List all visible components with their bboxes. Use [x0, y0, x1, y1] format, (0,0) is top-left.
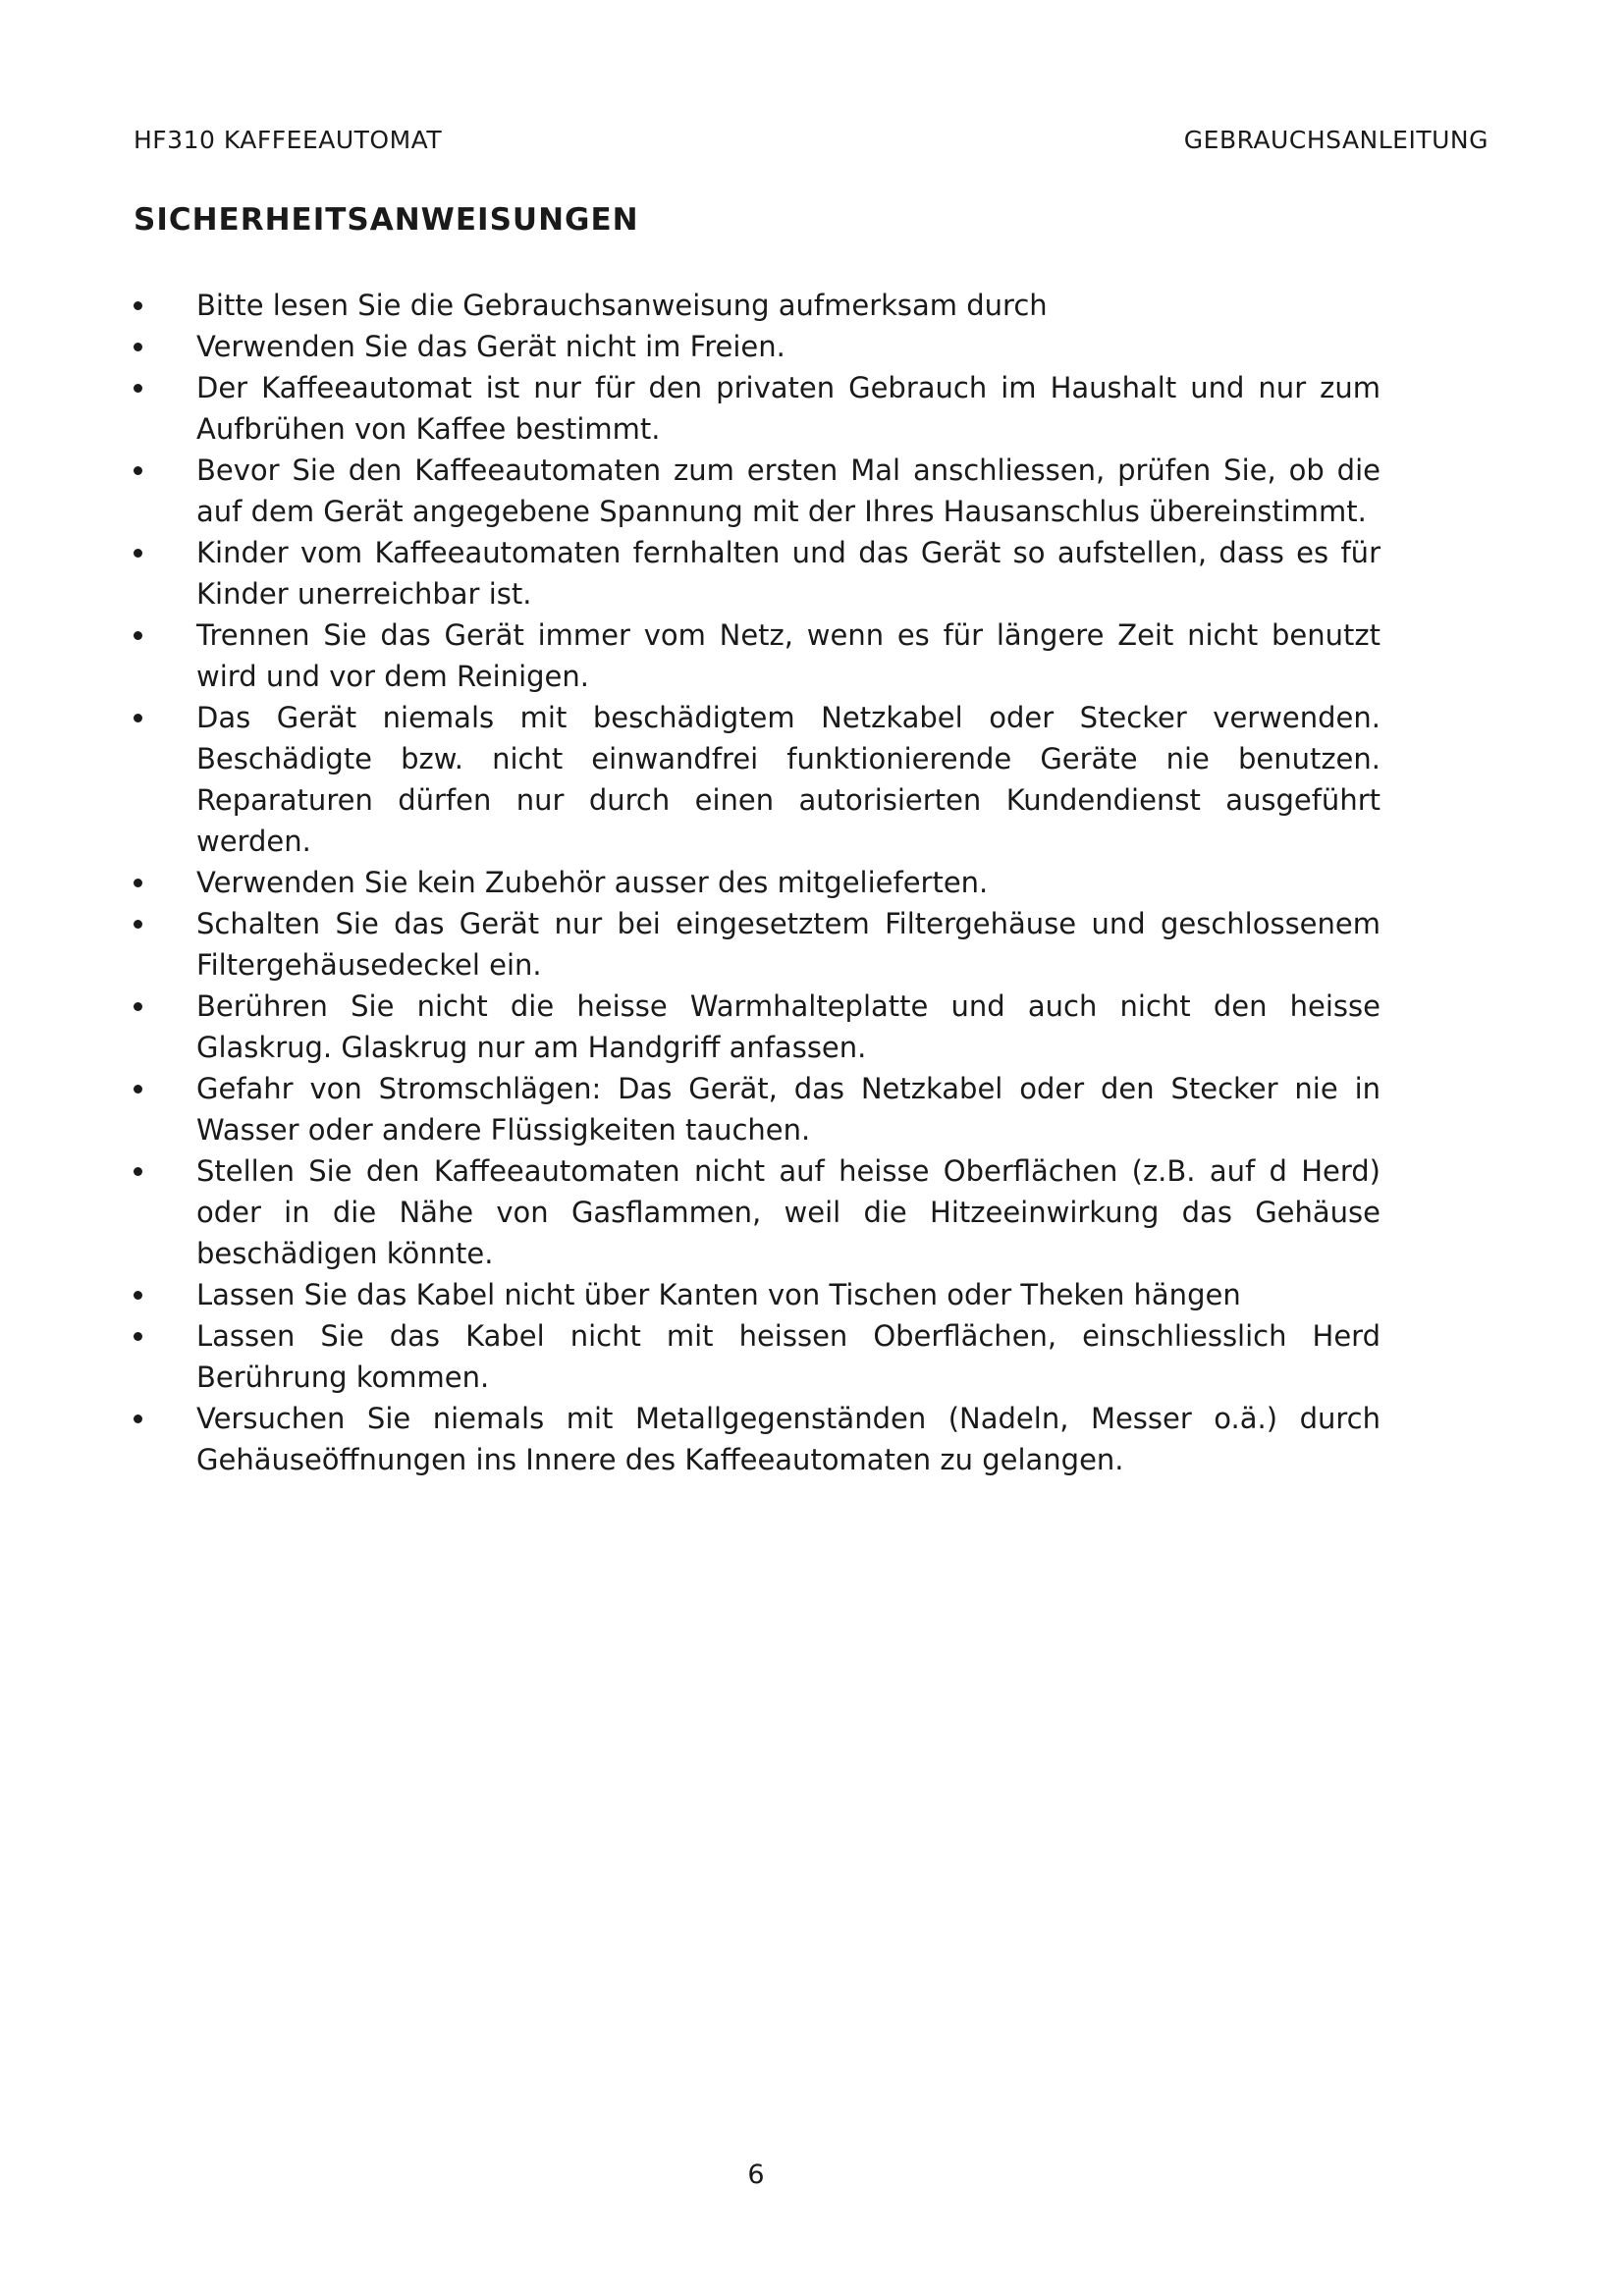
safety-rule: [134, 1274, 1380, 1315]
safety-rule-text: Stellen Sie den Kaffeeautomaten nicht auf heisse Oberflächen (z.B. auf d Herd) oder in die Nähe von Gasflammen, weil die Hitzeeinwirkung das Gehäuse beschädigen könnte.: [196, 1154, 1380, 1270]
safety-rule: [134, 285, 1380, 326]
bullet-icon: [134, 1002, 142, 1011]
bullet-icon: [134, 1415, 142, 1423]
safety-rule-text: Lassen Sie das Kabel nicht über Kanten von Tischen oder Theken hängen: [196, 1278, 1241, 1311]
bullet-icon: [134, 879, 142, 887]
safety-rule-text: Gefahr von Stromschlägen: Das Gerät, das Netzkabel oder den Stecker nie in Wasser oder andere Flüssigkeiten tauchen.: [196, 1072, 1380, 1147]
safety-rule-text: Berühren Sie nicht die heisse Warmhalteplatte und auch nicht den heisse Glaskrug. Glaskrug nur am Handgriff anfassen.: [196, 989, 1380, 1064]
bullet-icon: [134, 549, 142, 558]
safety-rule: [134, 862, 1380, 903]
safety-rule: [134, 697, 1380, 862]
safety-rule: [134, 1315, 1380, 1398]
safety-rule: [134, 532, 1380, 614]
safety-rule-text: Der Kaffeeautomat ist nur für den privaten Gebrauch im Haushalt und nur zum Aufbrühen von Kaffee bestimmt.: [196, 371, 1380, 446]
bullet-icon: [134, 714, 142, 722]
safety-rule: [134, 1068, 1380, 1150]
safety-rule: [134, 1150, 1380, 1274]
bullet-icon: [134, 920, 142, 929]
header-document-type: GEBRAUCHSANLEITUNG: [1183, 126, 1489, 154]
page-number: 6: [747, 2160, 765, 2190]
section-title: SICHERHEITSANWEISUNGEN: [134, 202, 639, 238]
safety-rule: [134, 326, 1380, 367]
safety-rule: [134, 450, 1380, 532]
safety-rule-text: Das Gerät niemals mit beschädigtem Netzkabel oder Stecker verwenden. Beschädigte bzw. nicht einwandfrei funktionierende Geräte nie benutzen. Reparaturen dürfen nur durch einen autorisierten Kundendienst ausgeführt werden.: [196, 701, 1380, 858]
bullet-icon: [134, 466, 142, 475]
bullet-icon: [134, 1332, 142, 1341]
safety-rule-text: Schalten Sie das Gerät nur bei eingesetztem Filtergehäuse und geschlossenem Filtergehäusedeckel ein.: [196, 907, 1380, 982]
bullet-icon: [134, 1167, 142, 1176]
safety-rule: [134, 367, 1380, 450]
safety-rule-text: Trennen Sie das Gerät immer vom Netz, wenn es für längere Zeit nicht benutzt wird und vor dem Reinigen.: [196, 618, 1380, 693]
safety-rules-list: [134, 285, 1380, 1480]
bullet-icon: [134, 631, 142, 640]
bullet-icon: [134, 384, 142, 393]
safety-rule-text: Lassen Sie das Kabel nicht mit heissen Oberflächen, einschliesslich Herd Berührung kommen.: [196, 1319, 1380, 1394]
bullet-icon: [134, 301, 142, 310]
safety-rule-text: Verwenden Sie kein Zubehör ausser des mitgelieferten.: [196, 866, 989, 899]
bullet-icon: [134, 1291, 142, 1300]
safety-rule: [134, 614, 1380, 697]
safety-rule-text: Kinder vom Kaffeeautomaten fernhalten und das Gerät so aufstellen, dass es für Kinder unerreichbar ist.: [196, 536, 1380, 611]
safety-rule: [134, 986, 1380, 1068]
bullet-icon: [134, 343, 142, 351]
header-product-name: HF310 KAFFEEAUTOMAT: [134, 126, 443, 154]
safety-rule-text: Bitte lesen Sie die Gebrauchsanweisung aufmerksam durch: [196, 289, 1048, 322]
safety-rule-text: Versuchen Sie niemals mit Metallgegenständen (Nadeln, Messer o.ä.) durch Gehäuseöffnungen ins Innere des Kaffeeautomaten zu gelangen.: [196, 1402, 1380, 1476]
safety-rule: [134, 1398, 1380, 1480]
safety-rule: [134, 903, 1380, 986]
safety-rule-text: Verwenden Sie das Gerät nicht im Freien.: [196, 330, 785, 363]
bullet-icon: [134, 1085, 142, 1094]
safety-rule-text: Bevor Sie den Kaffeeautomaten zum ersten Mal anschliessen, prüfen Sie, ob die auf dem Gerät angegebene Spannung mit der Ihres Hausanschlus übereinstimmt.: [196, 454, 1380, 528]
page-header: [134, 126, 1489, 161]
